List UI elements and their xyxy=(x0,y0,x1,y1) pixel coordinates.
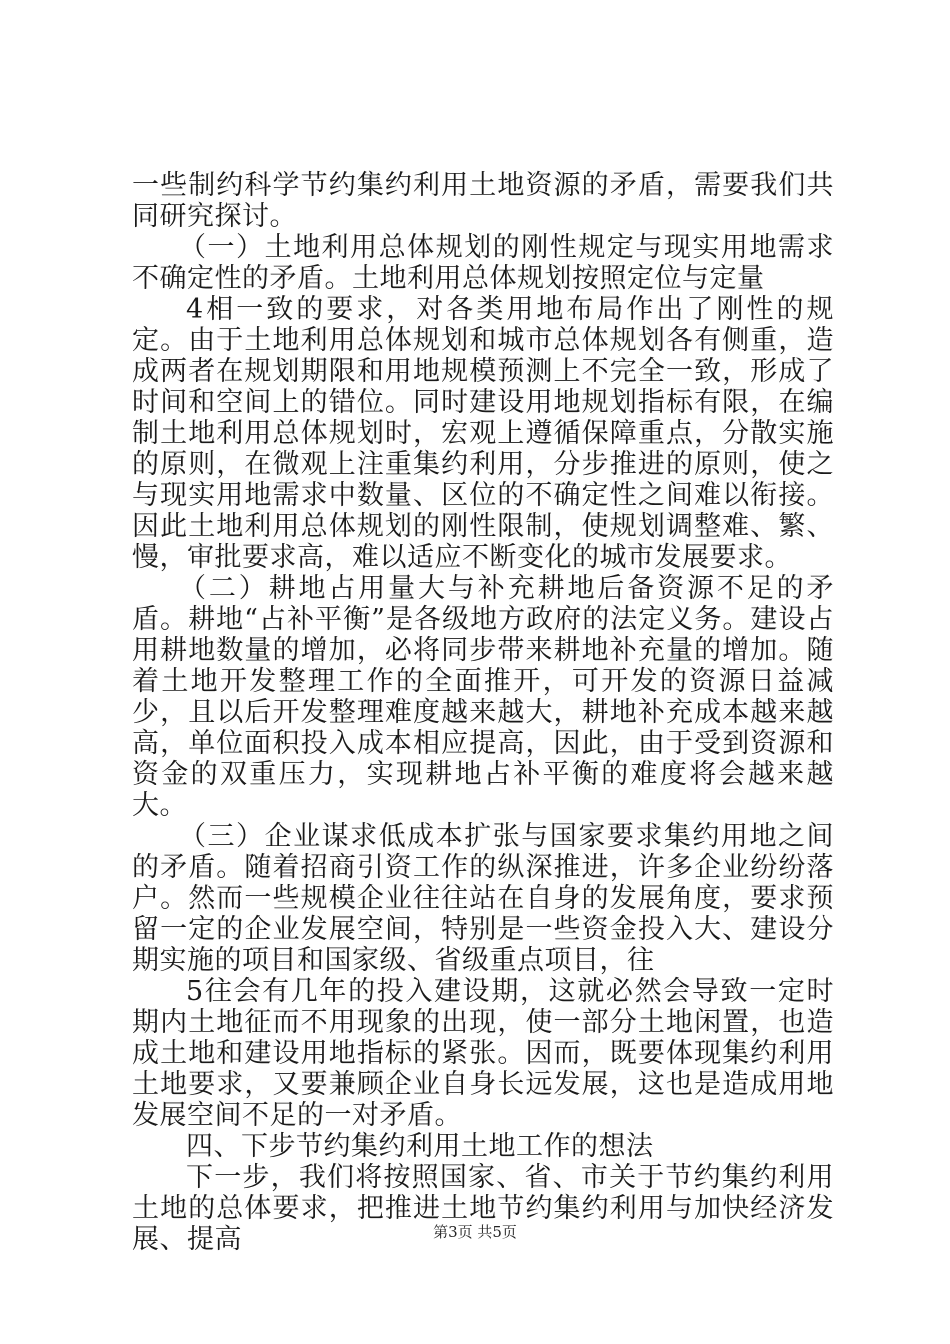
paragraph: （一）土地利用总体规划的刚性规定与现实用地需求不确定性的矛盾。土地利用总体规划按照定位与定量 xyxy=(132,232,834,294)
section-heading: 四、下步节约集约利用土地工作的想法 xyxy=(186,1131,654,1162)
page-number-label: 第3页 共5页 xyxy=(433,1223,517,1241)
paragraph: 一些制约科学节约集约利用土地资源的矛盾，需要我们共同研究探讨。 xyxy=(132,170,834,232)
paragraph: 5往会有几年的投入建设期，这就必然会导致一定时期内土地征而不用现象的出现，使一部分土地闲置，也造成土地和建设用地指标的紧张。因而，既要体现集约利用土地要求，又要兼顾企业自身长远发展，这也是造成用地发展空间不足的一对矛盾。 xyxy=(132,976,834,1131)
paragraph: 4相一致的要求，对各类用地布局作出了刚性的规定。由于土地利用总体规划和城市总体规划各有侧重，造成两者在规划期限和用地规模预测上不完全一致，形成了时间和空间上的错位。同时建设用地规划指标有限，在编制土地利用总体规划时，宏观上遵循保障重点，分散实施的原则，在微观上注重集约利用，分步推进的原则，使之与现实用地需求中数量、区位的不确定性之间难以衔接。因此土地利用总体规划的刚性限制，使规划调整难、繁、慢，审批要求高，难以适应不断变化的城市发展要求。 xyxy=(132,294,834,573)
paragraph: （二）耕地占用量大与补充耕地后备资源不足的矛盾。耕地“占补平衡”是各级地方政府的法定义务。建设占用耕地数量的增加，必将同步带来耕地补充量的增加。随着土地开发整理工作的全面推开，可开发的资源日益减少，且以后开发整理难度越来越大，耕地补充成本越来越高，单位面积投入成本相应提高，因此，由于受到资源和资金的双重压力，实现耕地占补平衡的难度将会越来越大。 xyxy=(132,573,834,821)
paragraph: 下一步，我们将按照国家、省、市关于节约集约利用土地的总体要求，把推进土地节约集约利用与加快经济发展、提高 xyxy=(132,1162,834,1255)
paragraph: （三）企业谋求低成本扩张与国家要求集约用地之间的矛盾。随着招商引资工作的纵深推进，许多企业纷纷落户。然而一些规模企业往往站在自身的发展角度，要求预留一定的企业发展空间，特别是一些资金投入大、建设分期实施的项目和国家级、省级重点项目，往 xyxy=(132,821,834,976)
document-body xyxy=(132,170,834,1255)
page-footer xyxy=(0,1221,950,1242)
